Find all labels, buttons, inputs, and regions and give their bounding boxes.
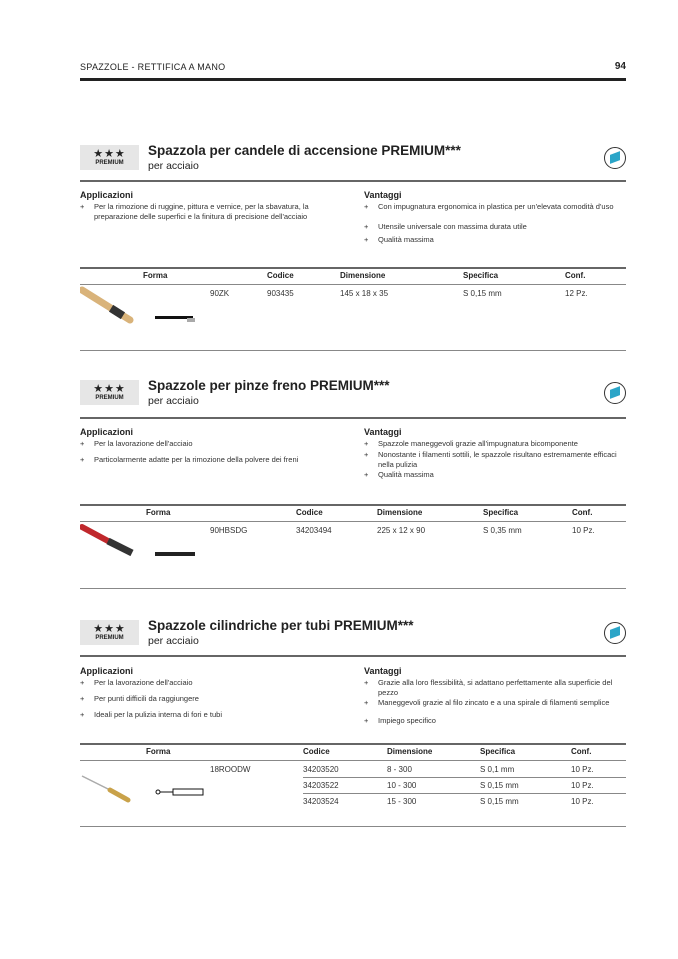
cell-conf: 10 Pz.	[571, 765, 594, 774]
table-bottom-line	[80, 350, 626, 351]
column-header-dimensione: Dimensione	[340, 271, 386, 280]
column-header-codice: Codice	[296, 508, 323, 517]
column-header-codice: Codice	[303, 747, 330, 756]
cell-specifica: S 0,15 mm	[463, 289, 502, 298]
advantage-item: + Spazzole maneggevoli grazie all'impugnatura bicomponente	[364, 439, 626, 449]
cell-conf: 12 Pz.	[565, 289, 588, 298]
model-code: 90ZK	[210, 289, 230, 298]
product-title: Spazzole per pinze freno PREMIUM***	[148, 378, 390, 393]
application-item: + Per la rimozione di ruggine, pittura e vernice, per la sbavatura, la preparazione delle superfici e la finitura di precisione dell'acciaio	[80, 202, 340, 222]
table-header-line	[80, 284, 626, 285]
cell-conf: 10 Pz.	[571, 797, 594, 806]
application-item: + Particolarmente adatte per la rimozione della polvere dei freni	[80, 455, 340, 465]
cell-dimensione: 145 x 18 x 35	[340, 289, 389, 298]
application-item: + Per la lavorazione dell'acciaio	[80, 678, 340, 688]
product-subtitle: per acciaio	[148, 160, 199, 172]
column-header-forma: Forma	[143, 271, 168, 280]
product-section	[80, 620, 626, 830]
advantage-item: + Con impugnatura ergonomica in plastica per un'elevata comodità d'uso	[364, 202, 626, 212]
column-header-forma: Forma	[146, 747, 171, 756]
table-header-line	[80, 521, 626, 522]
advantage-item: + Grazie alla loro flessibilità, si adattano perfettamente alla superficie del pezzo	[364, 678, 626, 698]
premium-badge	[80, 380, 139, 405]
cell-dimensione: 10 - 300	[387, 781, 417, 790]
advantage-item: + Qualità massima	[364, 235, 626, 245]
table-bottom-line	[80, 588, 626, 589]
row-divider	[303, 777, 626, 778]
cell-dimensione: 225 x 12 x 90	[377, 526, 426, 535]
column-header-specifica: Specifica	[463, 271, 499, 280]
product-image	[80, 523, 140, 568]
product-drawing	[155, 784, 215, 802]
column-header-forma: Forma	[146, 508, 171, 517]
table-top-line	[80, 743, 626, 745]
product-section	[80, 380, 626, 592]
cell-dimensione: 8 - 300	[387, 765, 412, 774]
cell-conf: 10 Pz.	[571, 781, 594, 790]
advantage-item: + Qualità massima	[364, 470, 626, 480]
cell-codice: 34203524	[303, 797, 339, 806]
steel-material-icon	[604, 382, 626, 404]
table-bottom-line	[80, 826, 626, 827]
cell-specifica: S 0,1 mm	[480, 765, 515, 774]
applicazioni-heading: Applicazioni	[80, 190, 134, 200]
product-subtitle: per acciaio	[148, 395, 199, 407]
column-header-conf: Conf.	[565, 271, 586, 280]
column-header-dimensione: Dimensione	[387, 747, 433, 756]
stars-icon: ★★★	[93, 148, 126, 160]
cell-specifica: S 0,35 mm	[483, 526, 522, 535]
title-divider	[80, 655, 626, 657]
product-subtitle: per acciaio	[148, 635, 199, 647]
vantaggi-heading: Vantaggi	[364, 666, 402, 676]
column-header-conf: Conf.	[572, 508, 593, 517]
cell-dimensione: 15 - 300	[387, 797, 417, 806]
product-title: Spazzola per candele di accensione PREMIUM***	[148, 143, 461, 158]
vantaggi-heading: Vantaggi	[364, 427, 402, 437]
product-section	[80, 145, 626, 354]
advantage-item: + Maneggevoli grazie al filo zincato e a una spirale di filamenti semplice	[364, 698, 626, 708]
advantage-item: + Nonostante i filamenti sottili, le spazzole risultano estremamente efficaci nella pulizia	[364, 450, 626, 470]
application-item: + Per la lavorazione dell'acciaio	[80, 439, 340, 449]
cell-specifica: S 0,15 mm	[480, 797, 519, 806]
table-top-line	[80, 504, 626, 506]
cell-codice: 34203522	[303, 781, 339, 790]
running-header: SPAZZOLE - RETTIFICA A MANO	[80, 62, 226, 72]
stars-icon: ★★★	[93, 623, 126, 635]
product-drawing	[155, 310, 200, 328]
cell-codice: 903435	[267, 289, 294, 298]
model-code: 90HBSDG	[210, 526, 248, 535]
advantage-item: + Impiego specifico	[364, 716, 626, 726]
advantage-item: + Utensile universale con massima durata utile	[364, 222, 626, 232]
premium-label: PREMIUM	[95, 635, 124, 641]
cell-codice: 34203494	[296, 526, 332, 535]
cell-conf: 10 Pz.	[572, 526, 595, 535]
premium-label: PREMIUM	[95, 160, 124, 166]
application-item: + Ideali per la pulizia interna di fori e tubi	[80, 710, 340, 720]
column-header-dimensione: Dimensione	[377, 508, 423, 517]
product-image	[80, 762, 140, 812]
premium-label: PREMIUM	[95, 395, 124, 401]
stars-icon: ★★★	[93, 383, 126, 395]
row-divider	[303, 793, 626, 794]
steel-material-icon	[604, 622, 626, 644]
table-top-line	[80, 267, 626, 269]
model-code: 18ROODW	[210, 765, 251, 774]
title-divider	[80, 180, 626, 182]
column-header-specifica: Specifica	[483, 508, 519, 517]
column-header-codice: Codice	[267, 271, 294, 280]
product-drawing	[155, 546, 200, 564]
cell-specifica: S 0,15 mm	[480, 781, 519, 790]
column-header-specifica: Specifica	[480, 747, 516, 756]
page-number: 94	[614, 61, 626, 72]
premium-badge	[80, 145, 139, 170]
cell-codice: 34203520	[303, 765, 339, 774]
column-header-conf: Conf.	[571, 747, 592, 756]
table-header-line	[80, 760, 626, 761]
premium-badge	[80, 620, 139, 645]
vantaggi-heading: Vantaggi	[364, 190, 402, 200]
applicazioni-heading: Applicazioni	[80, 666, 134, 676]
applicazioni-heading: Applicazioni	[80, 427, 134, 437]
application-item: + Per punti difficili da raggiungere	[80, 694, 340, 704]
product-image	[80, 286, 140, 336]
steel-material-icon	[604, 147, 626, 169]
product-title: Spazzole cilindriche per tubi PREMIUM***	[148, 618, 414, 633]
title-divider	[80, 417, 626, 419]
header-divider	[80, 78, 626, 81]
